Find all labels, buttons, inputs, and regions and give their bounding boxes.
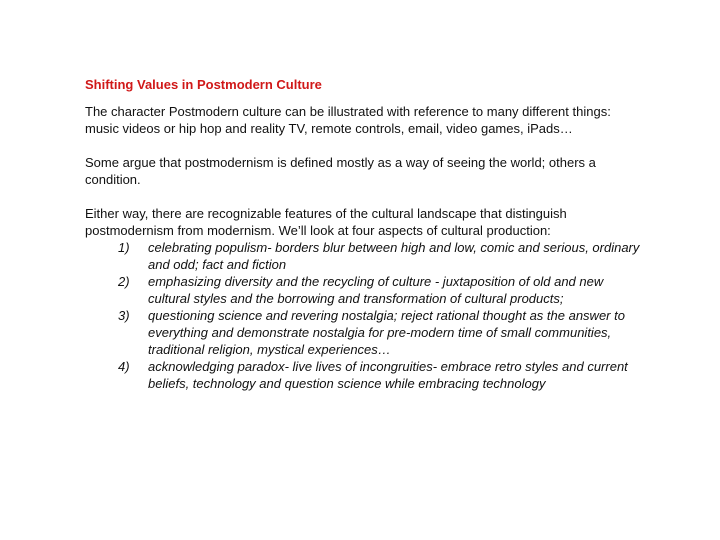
list-item-text: acknowledging paradox- live lives of incongruities- embrace retro styles and current beliefs, technology and question science while embracing technology [148, 359, 628, 391]
document-body [85, 76, 645, 392]
list-item [85, 239, 645, 273]
list-item-number: 2) [118, 274, 130, 289]
list-item-text: emphasizing diversity and the recycling of culture - juxtaposition of old and new cultural styles and the borrowing and transformation of cultural products; [148, 274, 604, 306]
list-item-text: questioning science and revering nostalgia; reject rational thought as the answer to everything and demonstrate nostalgia for pre-modern time of small communities, traditional religion, mystical experiences… [148, 308, 625, 357]
list-item-number: 1) [118, 240, 130, 255]
paragraph-argument: Some argue that postmodernism is defined mostly as a way of seeing the world; others a condition. [85, 155, 596, 187]
document-title: Shifting Values in Postmodern Culture [85, 77, 322, 92]
list-item [85, 307, 645, 358]
list-item-text: celebrating populism- borders blur between high and low, comic and serious, ordinary and odd; fact and fiction [148, 240, 640, 272]
list-item [85, 273, 645, 307]
list-item-number: 4) [118, 359, 130, 374]
paragraph-intro: The character Postmodern culture can be illustrated with reference to many different things: music videos or hip hop and reality TV, remote controls, email, video games, iPads… [85, 104, 611, 136]
list-item [85, 358, 645, 392]
paragraph-either-way: Either way, there are recognizable features of the cultural landscape that distinguish postmodernism from modernism. We’ll look at four aspects of cultural production: [85, 206, 567, 238]
aspects-list [85, 239, 645, 392]
list-item-number: 3) [118, 308, 130, 323]
